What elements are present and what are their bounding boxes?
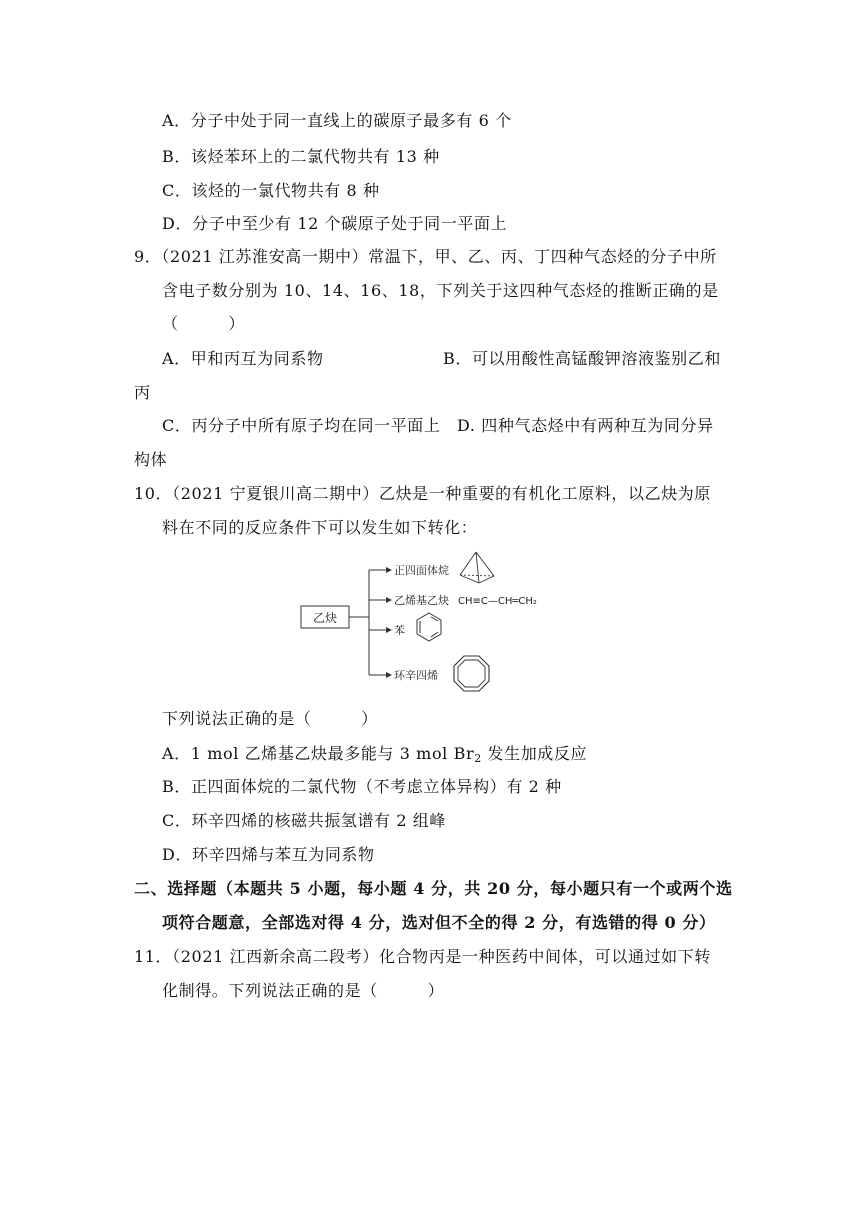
tetrahedrane-structure-icon	[460, 552, 494, 583]
q10-option-d: D．环辛四烯与苯互为同系物	[162, 845, 375, 864]
q11-stem-line-2: 化制得。下列说法正确的是（ ）	[162, 981, 445, 1000]
q9-answer-blank: （ ）	[162, 314, 246, 333]
q10-option-c: C．环辛四烯的核磁共振氢谱有 2 组峰	[162, 811, 446, 830]
q9-stem-line-1: 9．（2021 江苏淮安高一期中）常温下，甲、乙、丙、丁四种气态烃的分子中所	[134, 247, 717, 266]
q9-option-a: A．甲和丙互为同系物	[162, 349, 324, 368]
q9-stem-line-2: 含电子数分别为 10、14、16、18，下列关于这四种气态烃的推断正确的是	[162, 281, 719, 300]
source-label: 乙炔	[312, 611, 338, 625]
q9-option-b: B．可以用酸性高锰酸钾溶液鉴别乙和	[443, 349, 721, 368]
product-label-tetrahedrane: 正四面体烷	[394, 564, 449, 577]
q11-stem-line-1: 11．（2021 江西新余高二段考）化合物丙是一种医药中间体，可以通过如下转	[134, 947, 711, 966]
section-2-heading-line-2: 项符合题意，全部选对得 4 分，选对但不全的得 2 分，有选错的得 0 分）	[162, 913, 716, 932]
section-2-heading-line-1: 二、选择题（本题共 5 小题，每小题 4 分，共 20 分，每小题只有一个或两个选	[134, 879, 733, 898]
q8-option-a: A．分子中处于同一直线上的碳原子最多有 6 个	[162, 111, 512, 130]
q10-option-a: A．1 mol 乙烯基乙炔最多能与 3 mol $Br_2$ 发生加成反应	[162, 744, 588, 765]
product-label-benzene: 苯	[394, 624, 405, 637]
q9-option-c-d: C．丙分子中所有原子均在同一平面上 D. 四种气态烃中有两种互为同分异	[162, 416, 714, 435]
q8-option-d: D．分子中至少有 12 个碳原子处于同一平面上	[162, 214, 508, 233]
q9-option-b-continued: 丙	[134, 383, 151, 402]
q10-question: 下列说法正确的是（ ）	[162, 709, 378, 728]
q8-option-b: B．该烃苯环上的二氯代物共有 13 种	[162, 147, 440, 166]
product-label-vinylacetylene: 乙烯基乙炔	[394, 594, 449, 607]
acetylene-conversion-diagram	[296, 550, 616, 695]
q10-stem-line-1: 10．（2021 宁夏银川高二期中）乙炔是一种重要的有机化工原料，以乙炔为原	[134, 484, 711, 503]
vinylacetylene-formula: CH≡C—CH═CH₂	[458, 596, 537, 607]
product-label-cyclooctatetraene: 环辛四烯	[394, 669, 438, 682]
cyclooctatetraene-structure-icon	[454, 656, 489, 691]
q10-option-b: B．正四面体烷的二氯代物（不考虑立体异构）有 2 种	[162, 777, 562, 796]
q9-option-d-continued: 构体	[134, 450, 168, 469]
q10-stem-line-2: 料在不同的反应条件下可以发生如下转化：	[162, 518, 478, 537]
benzene-structure-icon	[417, 613, 441, 641]
q8-option-c: C．该烃的一氯代物共有 8 种	[162, 181, 380, 200]
